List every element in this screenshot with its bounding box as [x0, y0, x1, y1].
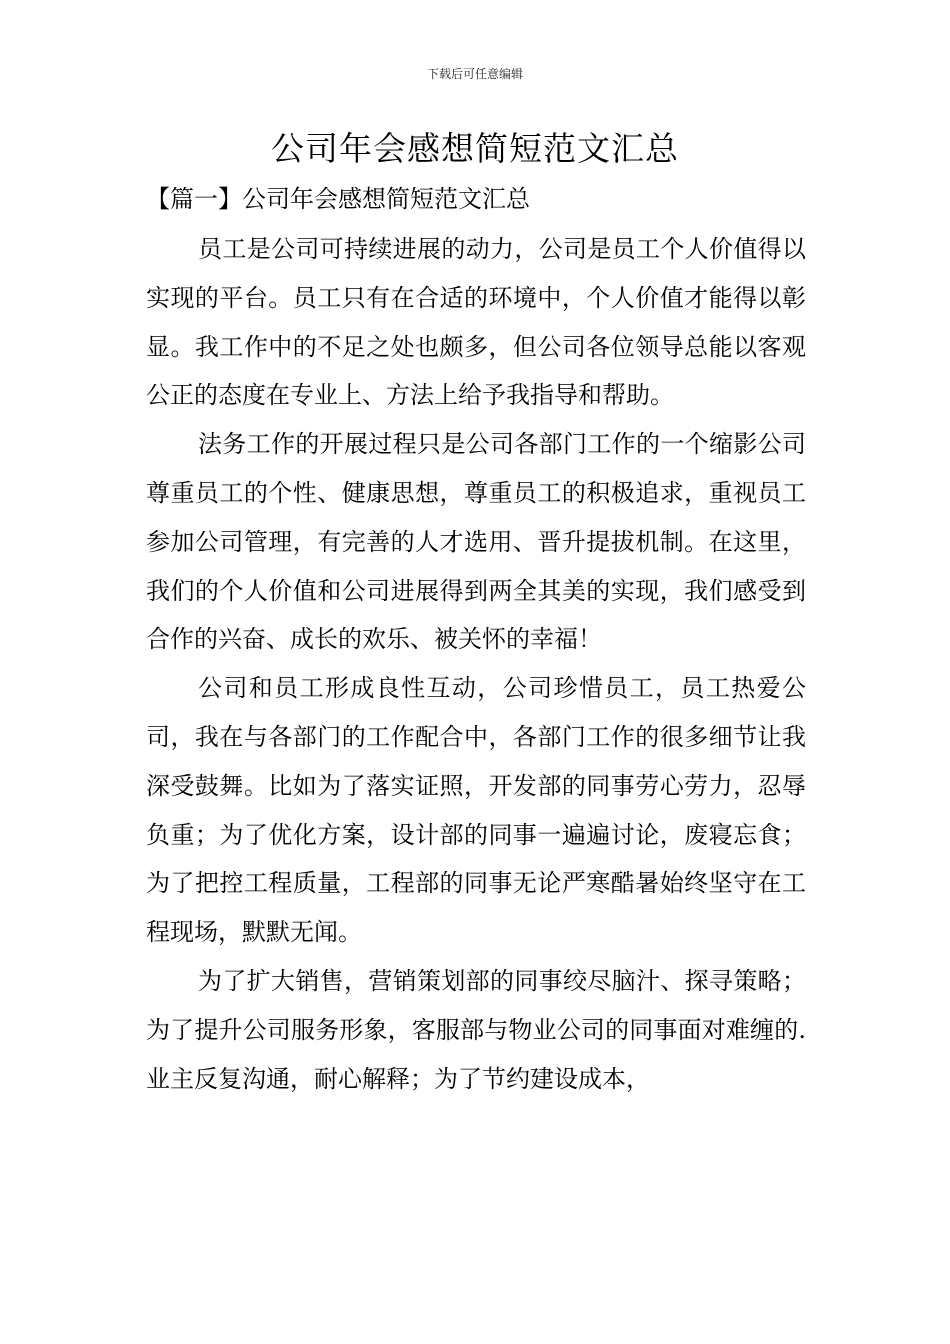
- header-note: 下载后可任意编辑: [426, 67, 523, 81]
- paragraph-2: 法务工作的开展过程只是公司各部门工作的一个缩影公司尊重员工的个性、健康思想，尊重员工的积极追求，重视员工参加公司管理，有完善的人才选用、晋升提拔机制。在这里，我们的个人价值和公司进展得到两全其美的实现，我们感受到合作的兴奋、成长的欢乐、被关怀的幸福！: [146, 430, 806, 654]
- section-heading: 【篇一】公司年会感想简短范文汇总: [146, 185, 530, 213]
- body-text: [146, 225, 806, 1103]
- paragraph-3: 公司和员工形成良性互动，公司珍惜员工，员工热爱公司，我在与各部门的工作配合中，各部门工作的很多细节让我深受鼓舞。比如为了落实证照，开发部的同事劳心劳力，忍辱负重；为了优化方案，设计部的同事一遍遍讨论，废寝忘食；为了把控工程质量，工程部的同事无论严寒酷暑始终坚守在工程现场，默默无闻。: [146, 674, 806, 947]
- document-title: 公司年会感想简短范文汇总: [271, 129, 679, 168]
- paragraph-4: 为了扩大销售，营销策划部的同事绞尽脑汁、探寻策略；为了提升公司服务形象，客服部与物业公司的同事面对难缠的.业主反复沟通，耐心解释；为了节约建设成本，: [146, 966, 806, 1093]
- paragraph-1: 员工是公司可持续进展的动力，公司是员工个人价值得以实现的平台。员工只有在合适的环境中，个人价值才能得以彰显。我工作中的不足之处也颇多，但公司各位领导总能以客观公正的态度在专业上、方法上给予我指导和帮助。: [146, 235, 806, 410]
